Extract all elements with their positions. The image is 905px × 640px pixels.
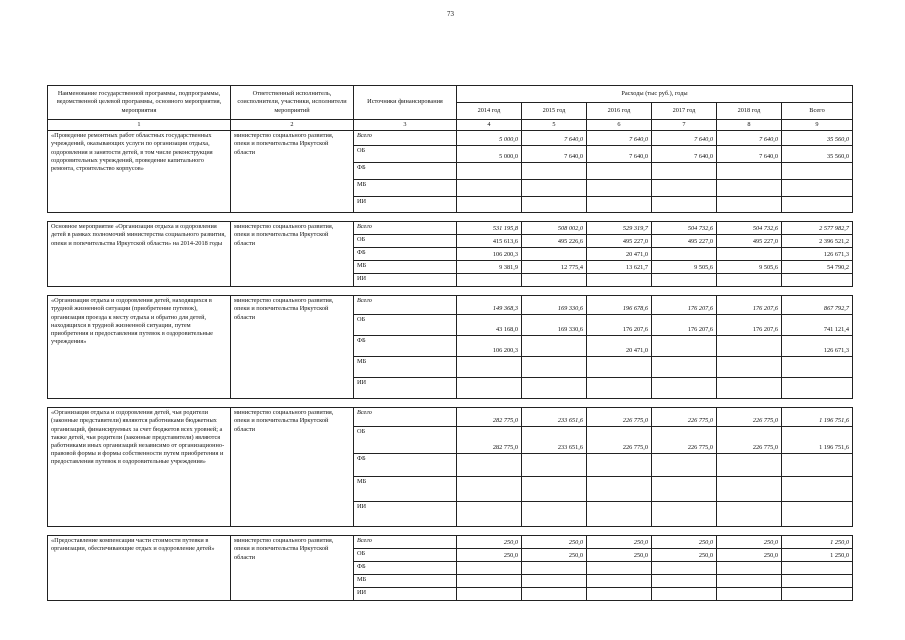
year-value-cell [652, 180, 717, 197]
column-number: 4 [457, 120, 522, 131]
header-name: Наименование государственной программы, подпрограммы, ведомственной целевой программы, основного мероприятия, мероприятия [48, 86, 231, 120]
column-number: 6 [587, 120, 652, 131]
funding-source-cell: МБ [354, 575, 457, 588]
funding-source-cell: МБ [354, 477, 457, 502]
year-value-cell [522, 477, 587, 502]
year-value-cell: 508 002,0 [522, 222, 587, 235]
year-value-cell [652, 454, 717, 477]
total-value-cell [782, 378, 853, 399]
year-value-cell [717, 477, 782, 502]
total-value-cell: 1 196 751,6 [782, 408, 853, 427]
column-number: 9 [782, 120, 853, 131]
gap-cell [48, 527, 853, 536]
column-number: 2 [231, 120, 354, 131]
page-number: 73 [447, 10, 454, 18]
gap-cell [48, 213, 853, 222]
year-value-cell [587, 502, 652, 527]
year-value-cell: 176 207,6 [587, 315, 652, 336]
funding-source-cell: ОБ [354, 235, 457, 248]
year-value-cell: 20 471,0 [587, 248, 652, 261]
year-value-cell [522, 357, 587, 378]
year-value-cell [717, 274, 782, 287]
year-value-cell: 504 732,6 [717, 222, 782, 235]
funding-source-cell: ИИ [354, 197, 457, 213]
year-value-cell: 106 200,3 [457, 248, 522, 261]
executor-cell: министерство социального развития, опеки и попечительства Иркутской области [231, 222, 354, 287]
year-value-cell [457, 562, 522, 575]
header-year: 2015 год [522, 103, 587, 120]
year-value-cell [652, 477, 717, 502]
total-value-cell: 2 577 982,7 [782, 222, 853, 235]
funding-source-cell: ФБ [354, 454, 457, 477]
header-year: 2016 год [587, 103, 652, 120]
total-value-cell [782, 588, 853, 601]
table-row-total [48, 296, 853, 315]
year-value-cell: 250,0 [457, 536, 522, 549]
total-value-cell [782, 197, 853, 213]
header-executor: Ответственный исполнитель, соисполнители, участники, исполнители мероприятий [231, 86, 354, 120]
funding-source-cell: ОБ [354, 549, 457, 562]
year-value-cell [522, 163, 587, 180]
year-value-cell: 169 330,6 [522, 296, 587, 315]
year-value-cell: 5 000,0 [457, 146, 522, 163]
year-value-cell [717, 197, 782, 213]
year-value-cell: 176 207,6 [652, 296, 717, 315]
year-value-cell: 226 775,0 [587, 427, 652, 454]
year-value-cell: 250,0 [522, 549, 587, 562]
year-value-cell [652, 357, 717, 378]
year-value-cell: 9 381,9 [457, 261, 522, 274]
year-value-cell [652, 248, 717, 261]
header-source: Источники финансирования [354, 86, 457, 120]
year-value-cell: 250,0 [457, 549, 522, 562]
funding-source-cell: ФБ [354, 248, 457, 261]
year-value-cell [457, 197, 522, 213]
funding-source-cell: ФБ [354, 336, 457, 357]
total-value-cell [782, 357, 853, 378]
program-name-cell: «Предоставление компенсации части стоимости путевки в организации, обеспечивающие отдых и оздоровление детей» [48, 536, 231, 601]
year-value-cell: 250,0 [587, 549, 652, 562]
year-value-cell: 176 207,6 [717, 296, 782, 315]
year-value-cell: 149 368,3 [457, 296, 522, 315]
year-value-cell [522, 502, 587, 527]
year-value-cell [652, 163, 717, 180]
funding-source-cell: ИИ [354, 502, 457, 527]
year-value-cell: 7 640,0 [587, 146, 652, 163]
year-value-cell [587, 454, 652, 477]
year-value-cell: 7 640,0 [522, 131, 587, 146]
year-value-cell: 531 195,8 [457, 222, 522, 235]
year-value-cell [652, 502, 717, 527]
total-value-cell: 867 792,7 [782, 296, 853, 315]
year-value-cell [522, 378, 587, 399]
year-value-cell [717, 163, 782, 180]
total-value-cell: 1 250,0 [782, 549, 853, 562]
total-value-cell [782, 477, 853, 502]
funding-source-cell: ФБ [354, 163, 457, 180]
total-value-cell [782, 502, 853, 527]
year-value-cell: 43 168,0 [457, 315, 522, 336]
total-value-cell [782, 274, 853, 287]
year-value-cell [587, 274, 652, 287]
header-total: Всего [782, 103, 853, 120]
year-value-cell [652, 575, 717, 588]
year-value-cell [457, 477, 522, 502]
funding-source-cell: Всего [354, 408, 457, 427]
year-value-cell: 13 621,7 [587, 261, 652, 274]
section-gap [48, 213, 853, 222]
year-value-cell: 226 775,0 [717, 408, 782, 427]
executor-cell: министерство социального развития, опеки и попечительства Иркутской области [231, 408, 354, 527]
year-value-cell: 9 505,6 [652, 261, 717, 274]
year-value-cell: 282 775,0 [457, 408, 522, 427]
section-gap [48, 527, 853, 536]
year-value-cell: 7 640,0 [587, 131, 652, 146]
funding-source-cell: ОБ [354, 146, 457, 163]
year-value-cell [457, 502, 522, 527]
year-value-cell [522, 575, 587, 588]
year-value-cell [652, 378, 717, 399]
year-value-cell [652, 562, 717, 575]
table-row-total [48, 131, 853, 146]
year-value-cell: 250,0 [652, 536, 717, 549]
year-value-cell: 504 732,6 [652, 222, 717, 235]
total-value-cell: 35 560,0 [782, 146, 853, 163]
year-value-cell: 7 640,0 [652, 131, 717, 146]
year-value-cell: 169 330,6 [522, 315, 587, 336]
year-value-cell [522, 274, 587, 287]
year-value-cell [717, 336, 782, 357]
funding-source-cell: ИИ [354, 378, 457, 399]
total-value-cell: 54 790,2 [782, 261, 853, 274]
year-value-cell: 226 775,0 [717, 427, 782, 454]
year-value-cell: 226 775,0 [652, 427, 717, 454]
year-value-cell: 7 640,0 [522, 146, 587, 163]
year-value-cell: 250,0 [587, 536, 652, 549]
year-value-cell [457, 454, 522, 477]
year-value-cell: 20 471,0 [587, 336, 652, 357]
year-value-cell: 495 226,6 [522, 235, 587, 248]
year-value-cell [457, 378, 522, 399]
year-value-cell: 7 640,0 [717, 146, 782, 163]
funding-source-cell: Всего [354, 222, 457, 235]
year-value-cell: 226 775,0 [587, 408, 652, 427]
year-value-cell [457, 575, 522, 588]
column-number: 3 [354, 120, 457, 131]
gap-cell [48, 287, 853, 296]
executor-cell: министерство социального развития, опеки и попечительства Иркутской области [231, 131, 354, 213]
total-value-cell: 741 121,4 [782, 315, 853, 336]
header-year: 2017 год [652, 103, 717, 120]
year-value-cell [522, 562, 587, 575]
year-value-cell: 7 640,0 [717, 131, 782, 146]
year-value-cell [717, 562, 782, 575]
year-value-cell [522, 180, 587, 197]
year-value-cell [717, 248, 782, 261]
header-year: 2018 год [717, 103, 782, 120]
year-value-cell: 176 207,6 [717, 315, 782, 336]
gap-cell [48, 399, 853, 408]
year-value-cell [587, 378, 652, 399]
year-value-cell: 529 319,7 [587, 222, 652, 235]
executor-cell: министерство социального развития, опеки и попечительства Иркутской области [231, 296, 354, 399]
year-value-cell: 250,0 [717, 549, 782, 562]
program-name-cell: «Организация отдыха и оздоровления детей, находящихся в трудной жизненной ситуации (приобретение путевок), организация проезда к месту отдыха и обратно для детей, находящихся в трудной жизненной ситуации, путем приобретения и предоставления путевок в оздоровительные учреждения» [48, 296, 231, 399]
year-value-cell [587, 180, 652, 197]
funding-source-cell: ИИ [354, 274, 457, 287]
year-value-cell [717, 357, 782, 378]
column-number: 5 [522, 120, 587, 131]
year-value-cell [587, 588, 652, 601]
year-value-cell [457, 357, 522, 378]
year-value-cell [522, 197, 587, 213]
year-value-cell [522, 588, 587, 601]
header-expenses: Расходы (тыс руб.), годы [457, 86, 853, 103]
funding-source-cell: ИИ [354, 588, 457, 601]
year-value-cell: 250,0 [717, 536, 782, 549]
year-value-cell: 415 613,6 [457, 235, 522, 248]
total-value-cell: 35 560,0 [782, 131, 853, 146]
year-value-cell [457, 163, 522, 180]
funding-source-cell: Всего [354, 296, 457, 315]
year-value-cell [522, 248, 587, 261]
year-value-cell: 495 227,0 [652, 235, 717, 248]
year-value-cell: 233 651,6 [522, 408, 587, 427]
year-value-cell [522, 336, 587, 357]
year-value-cell: 7 640,0 [652, 146, 717, 163]
year-value-cell: 5 000,0 [457, 131, 522, 146]
total-value-cell: 126 671,3 [782, 336, 853, 357]
executor-cell: министерство социального развития, опеки и попечительства Иркутской области [231, 536, 354, 601]
year-value-cell: 12 775,4 [522, 261, 587, 274]
total-value-cell: 2 396 521,2 [782, 235, 853, 248]
section-gap [48, 287, 853, 296]
funding-source-cell: ФБ [354, 562, 457, 575]
column-number: 8 [717, 120, 782, 131]
program-name-cell: «Организация отдыха и оздоровления детей, чьи родители (законные представители) являются работниками бюджетных организаций, финансируемых за счет бюджетов всех уровней; а также детей, чьи родители (законные представители) являются работниками иных организаций независимо от организационно-правовой формы и формы собственности путем приобретения и предоставления путевок в оздоровительные учреждения» [48, 408, 231, 527]
program-name-cell: Основное мероприятие «Организация отдыха и оздоровления детей в рамках полномочий министерства социального развития, опеки и попечительства Иркутской области» на 2014-2018 годы [48, 222, 231, 287]
year-value-cell: 176 207,6 [652, 315, 717, 336]
total-value-cell: 126 671,3 [782, 248, 853, 261]
year-value-cell [717, 575, 782, 588]
table-row-total [48, 222, 853, 235]
year-value-cell [587, 562, 652, 575]
budget-table [47, 85, 853, 601]
year-value-cell [717, 588, 782, 601]
year-value-cell: 282 775,0 [457, 427, 522, 454]
year-value-cell [457, 274, 522, 287]
year-value-cell [652, 197, 717, 213]
year-value-cell: 106 200,3 [457, 336, 522, 357]
program-name-cell: «Проведение ремонтных работ областных государственных учреждений, оказывающих услуги по организации отдыха, оздоровления и занятости детей, в том числе реконструкция оздоровительных учреждений, проведение капитального ремонта, строительство корпусов» [48, 131, 231, 213]
year-value-cell [717, 502, 782, 527]
funding-source-cell: Всего [354, 536, 457, 549]
column-number: 1 [48, 120, 231, 131]
total-value-cell: 1 196 751,6 [782, 427, 853, 454]
table-body [48, 131, 853, 601]
year-value-cell [652, 588, 717, 601]
year-value-cell: 250,0 [522, 536, 587, 549]
year-value-cell: 233 651,6 [522, 427, 587, 454]
year-value-cell [652, 274, 717, 287]
funding-source-cell: Всего [354, 131, 457, 146]
year-value-cell [717, 378, 782, 399]
year-value-cell: 9 505,6 [717, 261, 782, 274]
table-row-total [48, 408, 853, 427]
year-value-cell: 226 775,0 [652, 408, 717, 427]
table-row-total [48, 536, 853, 549]
funding-source-cell: МБ [354, 180, 457, 197]
funding-source-cell: МБ [354, 261, 457, 274]
total-value-cell [782, 454, 853, 477]
funding-source-cell: ОБ [354, 427, 457, 454]
total-value-cell: 1 250,0 [782, 536, 853, 549]
year-value-cell [522, 454, 587, 477]
year-value-cell [457, 588, 522, 601]
header-year: 2014 год [457, 103, 522, 120]
year-value-cell [587, 575, 652, 588]
year-value-cell [652, 336, 717, 357]
year-value-cell: 495 227,0 [717, 235, 782, 248]
year-value-cell: 250,0 [652, 549, 717, 562]
year-value-cell [457, 180, 522, 197]
year-value-cell [587, 197, 652, 213]
total-value-cell [782, 575, 853, 588]
year-value-cell [717, 454, 782, 477]
year-value-cell: 495 227,0 [587, 235, 652, 248]
total-value-cell [782, 180, 853, 197]
total-value-cell [782, 163, 853, 180]
year-value-cell [587, 163, 652, 180]
section-gap [48, 399, 853, 408]
column-number: 7 [652, 120, 717, 131]
year-value-cell [587, 477, 652, 502]
year-value-cell [717, 180, 782, 197]
funding-source-cell: ОБ [354, 315, 457, 336]
year-value-cell: 196 678,6 [587, 296, 652, 315]
year-value-cell [587, 357, 652, 378]
funding-source-cell: МБ [354, 357, 457, 378]
total-value-cell [782, 562, 853, 575]
